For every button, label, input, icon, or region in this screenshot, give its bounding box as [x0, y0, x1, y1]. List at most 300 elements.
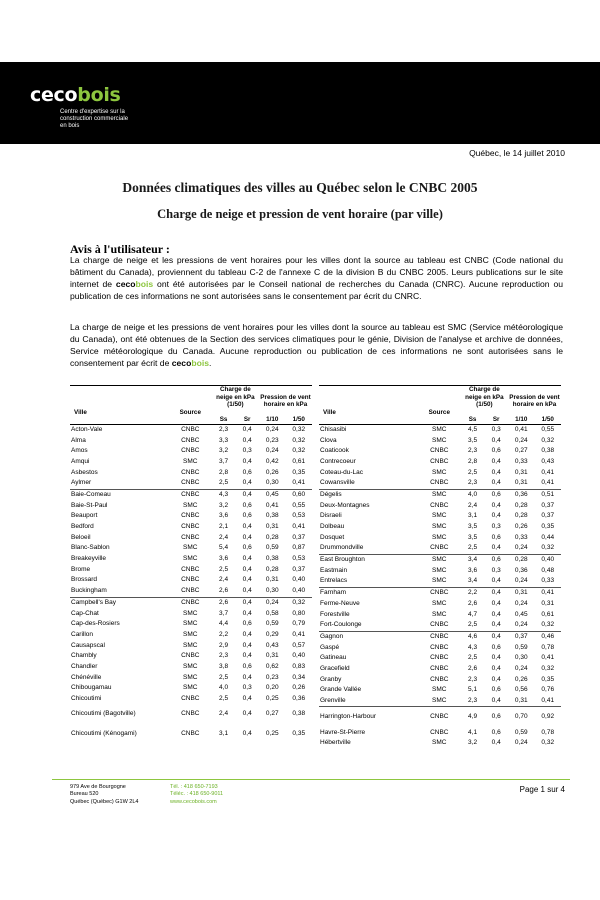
cell-city: Gatineau	[320, 654, 347, 662]
cell-ss: 4,3	[468, 643, 478, 651]
cell-sr: 0,4	[491, 501, 501, 509]
cell-wind-1-10: 0,62	[265, 662, 279, 670]
table-row	[319, 554, 561, 565]
cell-wind-1-50: 0,41	[292, 630, 306, 638]
cell-ss: 2,6	[468, 664, 478, 672]
cell-source: SMC	[183, 641, 198, 649]
cell-wind-1-50: 0,80	[292, 609, 306, 617]
cell-sr: 0,4	[484, 631, 508, 642]
cell-wind-1-50: 0,57	[292, 641, 306, 649]
cell-wind-1-50: 0,37	[292, 533, 306, 541]
cell-sr: 0,4	[491, 697, 501, 705]
cell-source: SMC	[432, 566, 447, 574]
cell-wind-1-50: 0,78	[541, 728, 555, 736]
cell-sr: 0,3	[242, 447, 252, 455]
cell-city: Dégelis	[319, 489, 418, 500]
cell-ss: 3,7	[219, 457, 229, 465]
table-row	[70, 724, 312, 744]
table-row	[319, 653, 561, 664]
cell-source: CNBC	[430, 447, 449, 455]
cell-wind-1-50: 0,41	[541, 468, 555, 476]
cell-wind-1-50: 0,37	[292, 565, 306, 573]
table-row	[70, 651, 312, 662]
table-row	[319, 478, 561, 489]
cell-sr: 0,4	[242, 565, 252, 573]
cell-source: CNBC	[181, 447, 200, 455]
cell-city: Hébertville	[320, 739, 351, 747]
cell-source: SMC	[183, 673, 198, 681]
table-row	[319, 522, 561, 533]
table-row	[70, 662, 312, 673]
cell-source: CNBC	[181, 587, 200, 595]
cell-ss: 3,6	[468, 566, 478, 574]
cell-ss: 3,6	[219, 512, 229, 520]
cell-ss: 4,0	[461, 489, 485, 500]
cell-city: Dolbeau	[320, 523, 345, 531]
cell-wind-1-10: 0,30	[265, 479, 279, 487]
cell-wind-1-10: 0,31	[265, 576, 279, 584]
cell-wind-1-50: 0,38	[292, 710, 306, 718]
cell-source: SMC	[183, 684, 198, 692]
cell-ss: 2,4	[219, 533, 229, 541]
cell-wind-1-50: 0,34	[292, 673, 306, 681]
cell-source: CNBC	[181, 695, 200, 703]
cell-wind-1-50: 0,44	[541, 533, 555, 541]
cell-sr: 0,4	[491, 675, 501, 683]
cell-wind-1-50: 0,35	[541, 523, 555, 531]
cell-sr: 0,4	[491, 664, 501, 672]
cell-city: Bedford	[71, 523, 94, 531]
cell-sr: 0,4	[242, 710, 252, 718]
cell-city: Brossard	[71, 576, 98, 584]
cell-sr: 0,6	[484, 707, 508, 728]
cell-city: Disraeli	[320, 512, 342, 520]
cell-wind-1-50: 0,48	[541, 566, 555, 574]
cell-sr: 0,4	[242, 641, 252, 649]
cell-ss: 2,3	[219, 652, 229, 660]
cell-city: Beauport	[71, 512, 98, 520]
cell-ss: 4,7	[468, 610, 478, 618]
cell-source: CNBC	[418, 587, 461, 598]
cell-wind-1-50: 0,41	[541, 697, 555, 705]
cell-ss: 3,7	[219, 609, 229, 617]
table-row	[70, 608, 312, 619]
cell-wind-1-50: 0,76	[541, 686, 555, 694]
cell-city: Gracefield	[320, 664, 350, 672]
cell-ss: 3,1	[219, 730, 229, 738]
table-row	[70, 586, 312, 597]
table-row	[319, 543, 561, 554]
cell-wind-1-10: 0,30	[265, 587, 279, 595]
cell-sr: 0,6	[484, 554, 508, 565]
cell-ss: 3,8	[219, 662, 229, 670]
cell-sr: 0,4	[242, 673, 252, 681]
cell-city: East Broughton	[319, 554, 418, 565]
cell-wind-1-10: 0,24	[514, 577, 528, 585]
header-snow-load: Charge de neige en kPa (1/50)	[461, 386, 508, 409]
table-row	[319, 599, 561, 610]
header-wind-1-10: 1/10	[508, 416, 534, 424]
table-row	[70, 575, 312, 586]
cell-sr: 0,6	[242, 468, 252, 476]
table-row	[70, 478, 312, 489]
header-wind-1-10: 1/10	[259, 416, 285, 424]
cell-city: Chénéville	[71, 673, 102, 681]
table-row	[319, 685, 561, 696]
table-row	[70, 554, 312, 565]
cell-city: Blanc-Sablon	[71, 544, 110, 552]
cell-city: Aylmer	[71, 479, 92, 487]
cell-city: Clova	[320, 436, 337, 444]
header-source: Source	[179, 408, 201, 416]
climate-table-right	[319, 385, 561, 749]
cell-ss: 2,4	[468, 501, 478, 509]
cell-city: Baie-St-Paul	[71, 501, 108, 509]
cell-wind-1-10: 0,29	[265, 630, 279, 638]
table-row	[70, 500, 312, 511]
cell-wind-1-10: 0,30	[514, 654, 528, 662]
cell-wind-1-50: 0,35	[292, 468, 306, 476]
table-row	[319, 467, 561, 478]
cell-wind-1-10: 0,59	[514, 728, 528, 736]
cell-wind-1-50: 0,55	[541, 425, 555, 433]
table-row	[70, 619, 312, 630]
cell-source: CNBC	[418, 707, 461, 728]
table-row	[319, 707, 561, 728]
cell-sr: 0,4	[235, 597, 259, 608]
cell-wind-1-10: 0,42	[265, 457, 279, 465]
cell-wind-1-10: 0,23	[265, 673, 279, 681]
cell-wind-1-50: 0,40	[534, 554, 561, 565]
cell-ss: 3,5	[468, 436, 478, 444]
cell-ss: 3,5	[468, 533, 478, 541]
cell-wind-1-10: 0,26	[514, 675, 528, 683]
table-row	[319, 674, 561, 685]
cell-wind-1-50: 0,32	[541, 436, 555, 444]
table-row	[319, 489, 561, 500]
cell-wind-1-50: 0,51	[534, 489, 561, 500]
cell-wind-1-50: 0,78	[541, 643, 555, 651]
table-row	[70, 683, 312, 694]
cell-ss: 2,3	[468, 479, 478, 487]
cell-source: CNBC	[430, 654, 449, 662]
cell-wind-1-50: 0,32	[541, 739, 555, 747]
cell-city: Chisasibi	[320, 425, 347, 433]
cell-source: SMC	[183, 620, 198, 628]
cell-ss: 3,2	[219, 501, 229, 509]
cell-wind-1-10: 0,43	[265, 641, 279, 649]
cell-wind-1-50: 0,41	[292, 523, 306, 531]
table-row	[319, 738, 561, 749]
notice-heading: Avis à l'utilisateur :	[70, 242, 170, 256]
cell-source: SMC	[183, 457, 198, 465]
table-row	[70, 467, 312, 478]
cell-wind-1-50: 0,43	[541, 457, 555, 465]
cell-city: Contrecoeur	[320, 457, 356, 465]
cell-source: SMC	[432, 512, 447, 520]
cell-city: Coaticook	[320, 447, 349, 455]
cell-ss: 3,1	[468, 512, 478, 520]
cell-wind-1-10: 0,24	[265, 425, 279, 433]
cell-ss: 4,0	[219, 684, 229, 692]
cell-source: CNBC	[430, 728, 449, 736]
cell-ss: 3,2	[219, 447, 229, 455]
cell-wind-1-10: 0,28	[265, 565, 279, 573]
cell-ss: 5,1	[468, 686, 478, 694]
brand-mention: cecobois	[171, 357, 210, 368]
cell-sr: 0,6	[491, 447, 501, 455]
cell-source: CNBC	[181, 533, 200, 541]
cell-wind-1-10: 0,70	[508, 707, 534, 728]
cell-wind-1-50: 0,61	[541, 610, 555, 618]
cell-sr: 0,4	[491, 621, 501, 629]
cell-wind-1-10: 0,24	[514, 436, 528, 444]
cell-sr: 0,4	[242, 587, 252, 595]
website-link[interactable]: www.cecobois.com	[170, 798, 217, 805]
table-row	[319, 727, 561, 738]
table-row	[70, 630, 312, 641]
cell-ss: 4,9	[461, 707, 485, 728]
cell-wind-1-10: 0,20	[265, 684, 279, 692]
cell-sr: 0,3	[491, 425, 501, 433]
cell-city: Entrelacs	[320, 577, 348, 585]
cell-city: Forestville	[320, 610, 350, 618]
cell-wind-1-10: 0,24	[514, 664, 528, 672]
table-row	[319, 576, 561, 587]
table-row	[70, 511, 312, 522]
cell-wind-1-10: 0,38	[265, 555, 279, 563]
footer-contact: Tél. : 418 650-7193 Téléc. : 418 650-9011 www.cecobois.com	[170, 784, 224, 805]
cell-wind-1-50: 0,32	[285, 597, 312, 608]
cell-sr: 0,4	[491, 512, 501, 520]
cell-wind-1-10: 0,38	[265, 512, 279, 520]
table-row	[319, 457, 561, 468]
cell-city: Baie-Comeau	[70, 489, 169, 500]
cell-wind-1-50: 0,55	[292, 501, 306, 509]
cell-ss: 2,1	[219, 523, 229, 531]
table-row	[319, 424, 561, 435]
cell-sr: 0,6	[242, 662, 252, 670]
cell-ss: 3,4	[461, 554, 485, 565]
cell-source: CNBC	[430, 501, 449, 509]
cell-sr: 0,4	[242, 555, 252, 563]
document-subtitle: Charge de neige et pression de vent horaire (par ville)	[157, 207, 443, 221]
cell-source: SMC	[418, 489, 461, 500]
cell-wind-1-10: 0,41	[265, 501, 279, 509]
cell-ss: 2,6	[468, 599, 478, 607]
header-wind-pressure: Pression de vent horaire en kPa	[259, 386, 312, 409]
cell-wind-1-10: 0,31	[508, 587, 534, 598]
table-row	[319, 696, 561, 707]
cell-source: SMC	[183, 662, 198, 670]
cell-source: CNBC	[430, 643, 449, 651]
cell-city: Causapscal	[71, 641, 105, 649]
footer-divider	[52, 779, 570, 780]
cell-sr: 0,4	[242, 609, 252, 617]
table-row	[70, 424, 312, 435]
cell-ss: 2,6	[212, 597, 236, 608]
cell-city: Grande Vallée	[320, 686, 362, 694]
cell-city: Chambly	[71, 652, 97, 660]
cell-wind-1-10: 0,33	[514, 457, 528, 465]
cell-source: CNBC	[181, 468, 200, 476]
cell-source: SMC	[432, 468, 447, 476]
cell-ss: 4,5	[468, 425, 478, 433]
table-row	[70, 597, 312, 608]
cell-source: CNBC	[181, 565, 200, 573]
cell-wind-1-50: 0,38	[541, 447, 555, 455]
header-wind-1-50: 1/50	[534, 416, 561, 424]
cell-source: CNBC	[181, 512, 200, 520]
cell-ss: 2,2	[219, 630, 229, 638]
cell-city: Cap-Chat	[71, 609, 99, 617]
cell-wind-1-50: 0,92	[534, 707, 561, 728]
table-row	[70, 672, 312, 683]
cell-source: SMC	[432, 523, 447, 531]
cell-wind-1-50: 0,40	[292, 576, 306, 584]
cell-sr: 0,4	[491, 479, 501, 487]
cell-source: CNBC	[430, 675, 449, 683]
cell-wind-1-10: 0,26	[265, 468, 279, 476]
cell-ss: 3,4	[468, 577, 478, 585]
cell-city: Cowansville	[320, 479, 355, 487]
cell-sr: 0,4	[491, 436, 501, 444]
header-city: Ville	[74, 408, 87, 416]
cell-city: Chandler	[71, 662, 98, 670]
cell-wind-1-10: 0,27	[265, 710, 279, 718]
cell-wind-1-50: 0,32	[292, 447, 306, 455]
cell-sr: 0,6	[484, 489, 508, 500]
cell-wind-1-50: 0,41	[292, 479, 306, 487]
cell-wind-1-10: 0,24	[259, 597, 285, 608]
cell-ss: 2,5	[219, 565, 229, 573]
cell-source: CNBC	[181, 436, 200, 444]
cell-ss: 2,2	[461, 587, 485, 598]
cell-sr: 0,4	[242, 523, 252, 531]
cell-ss: 2,3	[219, 425, 229, 433]
cell-wind-1-10: 0,56	[514, 686, 528, 694]
cell-sr: 0,4	[242, 730, 252, 738]
cell-sr: 0,4	[242, 457, 252, 465]
table-row	[319, 664, 561, 675]
cell-sr: 0,4	[242, 695, 252, 703]
cell-source: SMC	[183, 630, 198, 638]
page-number: Page 1 sur 4	[519, 785, 565, 794]
cell-city: Ferme-Neuve	[320, 599, 360, 607]
cell-sr: 0,6	[242, 501, 252, 509]
cell-ss: 3,6	[219, 555, 229, 563]
cell-ss: 2,8	[468, 457, 478, 465]
cell-ss: 3,2	[468, 739, 478, 747]
table-row	[70, 522, 312, 533]
cell-sr: 0,6	[242, 620, 252, 628]
cell-source: CNBC	[430, 621, 449, 629]
cell-wind-1-50: 0,32	[292, 436, 306, 444]
cell-source: SMC	[183, 609, 198, 617]
cell-source: SMC	[418, 554, 461, 565]
cell-sr: 0,6	[491, 686, 501, 694]
cell-wind-1-50: 0,26	[292, 684, 306, 692]
cell-wind-1-10: 0,26	[514, 523, 528, 531]
cell-city: Beloeil	[71, 533, 91, 541]
table-row	[70, 532, 312, 543]
cell-sr: 0,4	[491, 610, 501, 618]
cell-city: Harrington-Harbour	[319, 707, 418, 728]
cell-city: Granby	[320, 675, 342, 683]
logo-tagline: Centre d'expertise sur la construction commerciale en bois	[60, 109, 129, 129]
header-wind-pressure: Pression de vent horaire en kPa	[508, 386, 561, 409]
cell-source: SMC	[432, 425, 447, 433]
cell-wind-1-10: 0,24	[514, 544, 528, 552]
cell-wind-1-10: 0,24	[514, 621, 528, 629]
cell-ss: 2,3	[468, 697, 478, 705]
cell-wind-1-10: 0,28	[265, 533, 279, 541]
cell-sr: 0,6	[242, 512, 252, 520]
cell-sr: 0,6	[491, 728, 501, 736]
table-row	[70, 489, 312, 500]
cell-wind-1-50: 0,87	[292, 544, 306, 552]
cell-source: CNBC	[430, 479, 449, 487]
cell-source: SMC	[432, 577, 447, 585]
cell-sr: 0,4	[484, 587, 508, 598]
header-snow-load: Charge de neige en kPa (1/50)	[212, 386, 259, 409]
cell-wind-1-50: 0,32	[541, 664, 555, 672]
cell-wind-1-10: 0,59	[265, 620, 279, 628]
cell-sr: 0,4	[242, 630, 252, 638]
cell-sr: 0,4	[242, 533, 252, 541]
table-row	[70, 543, 312, 554]
cell-source: SMC	[432, 697, 447, 705]
cell-city: Brome	[71, 565, 91, 573]
cell-wind-1-10: 0,24	[514, 599, 528, 607]
cell-source: CNBC	[430, 457, 449, 465]
cell-city: Amqui	[71, 457, 90, 465]
cell-city: Chicoutimi (Bagotville)	[71, 710, 136, 718]
cell-ss: 2,5	[219, 479, 229, 487]
cell-wind-1-10: 0,59	[514, 643, 528, 651]
cell-wind-1-10: 0,31	[514, 468, 528, 476]
cell-city: Amos	[71, 447, 88, 455]
cell-ss: 2,5	[468, 544, 478, 552]
cell-city: Eastmain	[320, 566, 348, 574]
cell-wind-1-50: 0,36	[292, 695, 306, 703]
cell-city: Cap-des-Rosiers	[71, 620, 120, 628]
cell-wind-1-10: 0,28	[514, 501, 528, 509]
cell-city: Gaspé	[320, 643, 340, 651]
cell-source: CNBC	[181, 523, 200, 531]
cell-city: Havre-St-Pierre	[320, 728, 366, 736]
cell-ss: 2,5	[219, 695, 229, 703]
cell-city: Drummondville	[320, 544, 364, 552]
cell-city: Farnham	[319, 587, 418, 598]
cell-source: SMC	[432, 739, 447, 747]
cell-wind-1-50: 0,32	[541, 544, 555, 552]
cell-wind-1-10: 0,45	[259, 489, 285, 500]
cell-sr: 0,4	[491, 739, 501, 747]
cell-source: CNBC	[430, 664, 449, 672]
cell-source: SMC	[183, 544, 198, 552]
cell-wind-1-50: 0,35	[292, 730, 306, 738]
table-row	[319, 565, 561, 576]
cell-wind-1-10: 0,24	[265, 447, 279, 455]
cell-source: SMC	[432, 686, 447, 694]
cell-wind-1-10: 0,59	[265, 544, 279, 552]
cell-sr: 0,4	[491, 468, 501, 476]
cell-wind-1-10: 0,41	[514, 425, 528, 433]
cell-sr: 0,3	[491, 523, 501, 531]
cell-wind-1-50: 0,40	[292, 587, 306, 595]
cell-wind-1-10: 0,31	[514, 479, 528, 487]
